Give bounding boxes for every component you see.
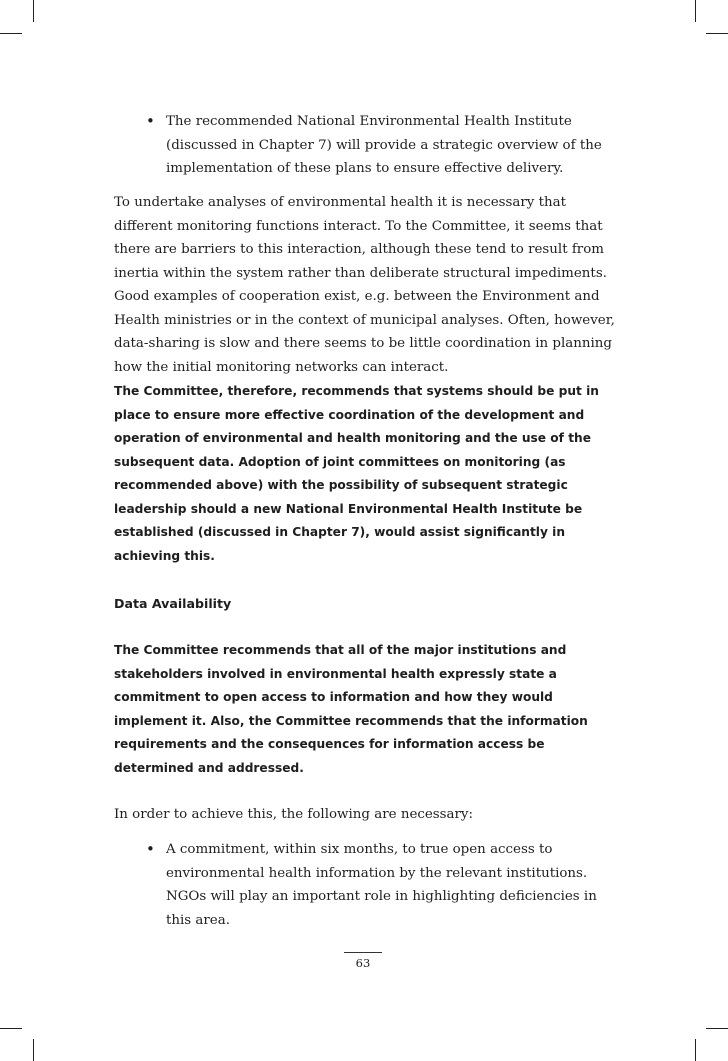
bullet-list-top bbox=[114, 110, 624, 181]
body-paragraph: In order to achieve this, the following are necessary: bbox=[114, 807, 473, 822]
crop-mark-bottom-left bbox=[33, 1039, 34, 1061]
bullet-icon: • bbox=[146, 840, 155, 858]
bullet-icon: • bbox=[146, 112, 155, 130]
crop-mark-top-right bbox=[695, 0, 696, 22]
page-number: 63 bbox=[355, 956, 371, 970]
crop-mark-bottom-right bbox=[706, 1028, 728, 1029]
crop-mark-bottom-left bbox=[0, 1028, 22, 1029]
list-item bbox=[114, 110, 624, 181]
crop-mark-top-left bbox=[33, 0, 34, 22]
bullet-text: A commitment, within six months, to true open access to environmental health information by the relevant institutions. NGOs will play an important role in highlighting deficiencies in this area. bbox=[166, 842, 597, 928]
crop-mark-top-left bbox=[0, 33, 22, 34]
section-heading: Data Availability bbox=[114, 596, 232, 611]
crop-mark-top-right bbox=[706, 33, 728, 34]
bullet-list-bottom bbox=[114, 838, 624, 932]
recommendation-paragraph: The Committee, therefore, recommends that systems should be put in place to ensure more effective coordination of the development and operation of environmental and health monitoring and the use of the subsequent data. Adoption of joint committees on monitoring (as recommended above) with the possibility of subsequent strategic leadership should a new National Environmental Health Institute be established (discussed in Chapter 7), would assist significantly in achieving this. bbox=[114, 384, 599, 563]
recommendation-paragraph: The Committee recommends that all of the major institutions and stakeholders involved in environmental health expressly state a commitment to open access to information and how they would implement it. Also, the Committee recommends that the information requirements and the consequences for information access be determined and addressed. bbox=[114, 643, 588, 775]
bullet-text: The recommended National Environmental Health Institute (discussed in Chapter 7) will provide a strategic overview of the implementation of these plans to ensure effective delivery. bbox=[166, 114, 602, 176]
body-paragraph: To undertake analyses of environmental health it is necessary that different monitoring functions interact. To the Committee, it seems that there are barriers to this interaction, although these tend to result from inertia within the system rather than deliberate structural impediments. Good examples of cooperation exist, e.g. between the Environment and Health ministries or in the context of municipal analyses. Often, however, data-sharing is slow and there seems to be little coordination in planning how the initial monitoring networks can interact. bbox=[114, 195, 615, 375]
list-item bbox=[114, 838, 624, 932]
page-number-rule bbox=[344, 952, 382, 953]
crop-mark-bottom-right bbox=[695, 1039, 696, 1061]
